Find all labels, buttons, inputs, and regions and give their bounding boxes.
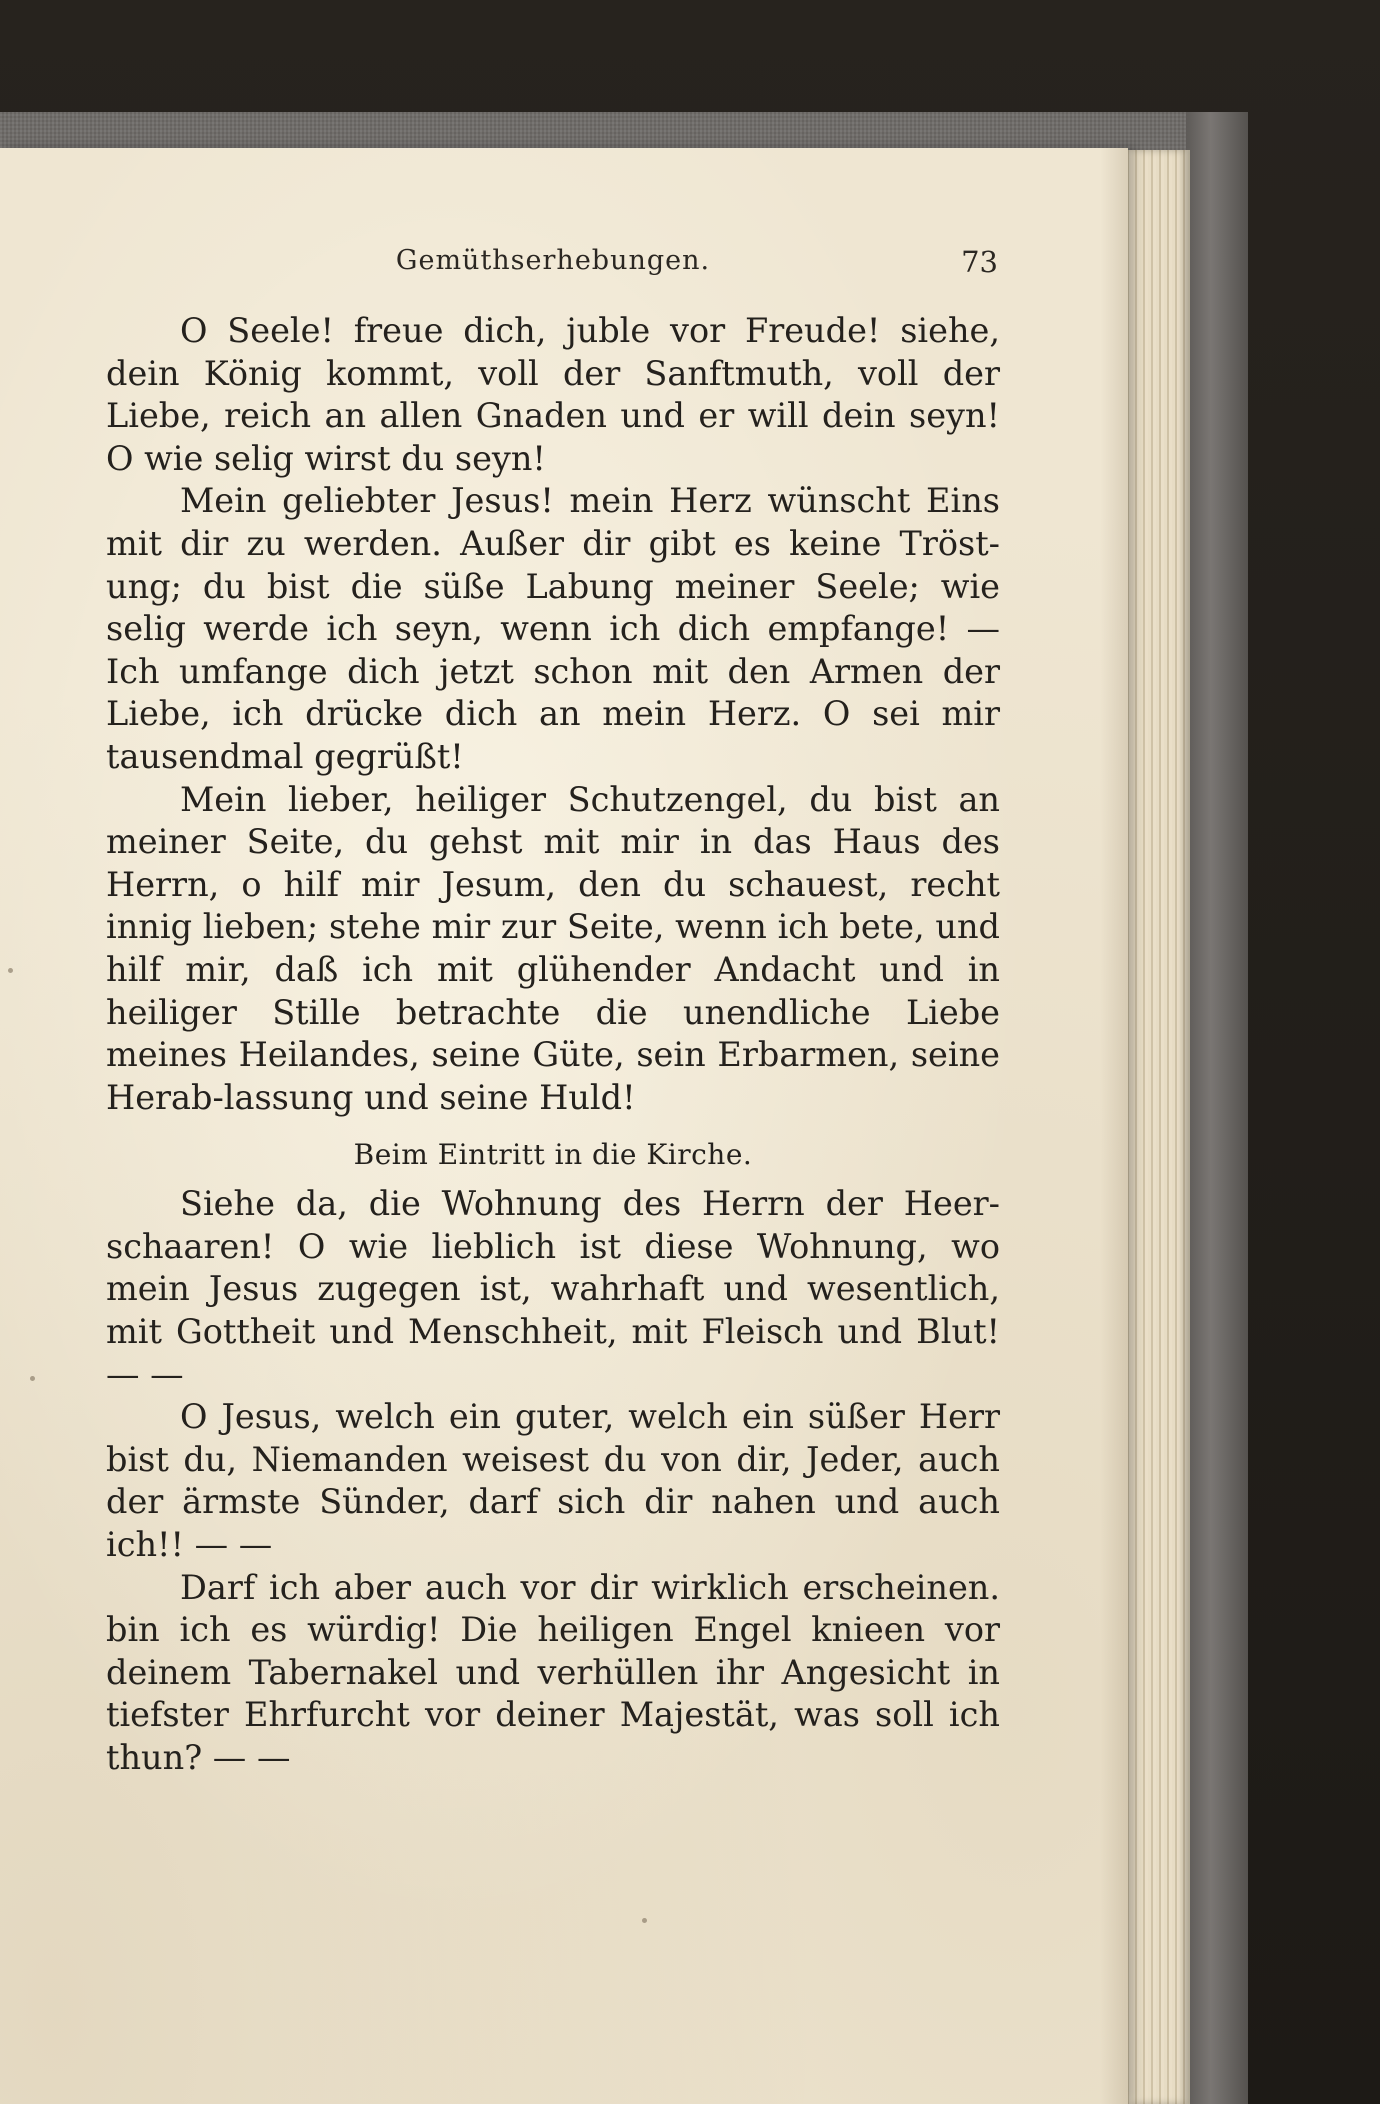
- paper-speck: [30, 1376, 35, 1381]
- paragraph: O Jesus, welch ein guter, welch ein süßer Herr bist du, Niemanden weisest du von dir, Jeder, auch der ärmste Sünder, darf sich dir nahen und auch ich!! — —: [106, 1397, 1000, 1565]
- paragraph: Darf ich aber auch vor dir wirklich erscheinen. bin ich es würdig! Die heiligen Engel knieen vor deinem Tabernakel und verhüllen ihr Angesicht in tiefster Ehrfurcht vor deiner Majestät, was soll ich thun? — —: [106, 1567, 1000, 1777]
- page-gutter-shadow: [1100, 148, 1128, 2104]
- book-page: [0, 148, 1128, 2104]
- page-number: 73: [961, 245, 998, 279]
- body-text: [106, 310, 1000, 1950]
- cover-edge: [1186, 112, 1248, 2104]
- paragraph: O Seele! freue dich, juble vor Freude! siehe, dein König kommt, voll der Sanftmuth, voll der Liebe, reich an allen Gnaden und er will dein seyn! O wie selig wirst du seyn!: [106, 311, 1000, 478]
- running-title: Gemüthserhebungen.: [395, 245, 711, 276]
- paper-speck: [8, 968, 13, 973]
- running-head: [108, 245, 998, 293]
- paragraph: Siehe da, die Wohnung des Herrn der Heer-schaaren! O wie lieblich ist diese Wohnung, wo mein Jesus zugegen ist, wahrhaft und wesentlich, mit Gottheit und Menschheit, mit Fleisch und Blut! — —: [106, 1184, 1000, 1394]
- section-heading: Beim Eintritt in die Kirche.: [353, 1138, 753, 1172]
- paragraph: Mein lieber, heiliger Schutzengel, du bist an meiner Seite, du gehst mit mir in das Haus des Herrn, o hilf mir Jesum, den du schauest, recht innig lieben; stehe mir zur Seite, wenn ich bete, und hilf mir, daß ich mit glühender Andacht und in heiliger Stille betrachte die unendliche Liebe meines Heilandes, seine Güte, sein Erbarmen, seine Herab-lassung und seine Huld!: [106, 779, 1000, 1117]
- paper-speck: [642, 1918, 647, 1923]
- paragraph: Mein geliebter Jesus! mein Herz wünscht Eins mit dir zu werden. Außer dir gibt es keine Tröst-ung; du bist die süße Labung meiner Seele; wie selig werde ich seyn, wenn ich dich empfange! — Ich umfange dich jetzt schon mit den Armen der Liebe, ich drücke dich an mein Herz. O sei mir tausendmal gegrüßt!: [106, 481, 1000, 776]
